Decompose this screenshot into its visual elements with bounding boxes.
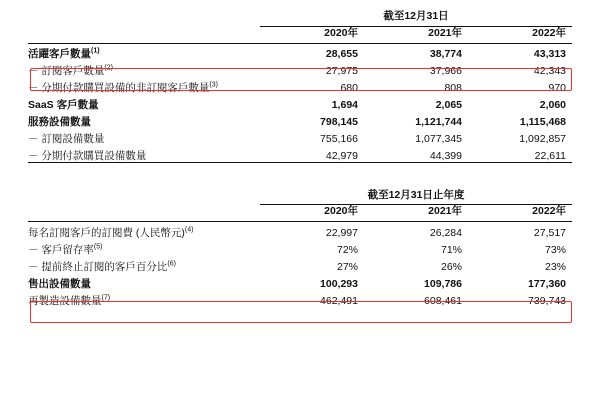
row-label-subscription-customers: － 訂閱客戶數量$^{(2)}$: [28, 64, 113, 77]
row-label-saas-customers: SaaS 客戶數量: [28, 99, 99, 111]
table2-year-blank: [28, 205, 260, 222]
metrics-table-year-ended-dec31: [28, 189, 572, 307]
table1-header-span-row: [28, 10, 572, 26]
footnote-marker: (3): [209, 81, 218, 89]
table2-header-span: 截至12月31日止年度: [260, 189, 572, 205]
table-row: [28, 128, 572, 145]
table-row: [28, 256, 572, 273]
row-value: 72%: [336, 243, 358, 256]
row-value: 27%: [336, 260, 358, 273]
row-value: 42,343: [533, 65, 567, 77]
metrics-table-as-of-dec31: [28, 10, 572, 163]
row-value: 462,491: [320, 294, 358, 307]
row-label-installment-devices: － 分期付款購買設備數量: [28, 145, 260, 162]
table-row: [28, 60, 572, 77]
table-row: [28, 94, 572, 111]
row-label-devices-sold: 售出設備數量: [28, 277, 91, 290]
footnote-marker: (6): [167, 260, 176, 268]
row-value: 100,293: [320, 277, 358, 290]
row-value: 1,077,345: [415, 133, 462, 145]
footnote-marker: (2): [104, 64, 113, 72]
row-value: 680: [340, 82, 358, 94]
table1-header-span: 截至12月31日: [260, 10, 572, 26]
table1-year-2022: 2022年: [532, 26, 567, 39]
row-value: 28,655: [260, 43, 364, 60]
row-value: 2,065: [435, 99, 462, 111]
row-value: 26%: [440, 260, 462, 273]
row-value: 755,166: [320, 133, 358, 145]
row-value: 970: [548, 82, 567, 94]
row-value: 26,284: [364, 222, 468, 239]
row-label-subscription-fee-per-customer: 每名訂閱客戶的訂閱費 (人民幣元)$^{(4)}$: [28, 222, 260, 239]
table-row: [28, 77, 572, 94]
row-value: 608,461: [424, 294, 462, 307]
row-value: 739,743: [528, 294, 567, 307]
row-value: 42,979: [260, 145, 364, 162]
row-value: 23%: [545, 260, 567, 273]
row-value: 44,399: [364, 145, 468, 162]
table1-year-blank: [28, 26, 260, 43]
row-value: 71%: [440, 243, 462, 256]
table-row: [28, 273, 572, 290]
row-value: 43,313: [468, 43, 572, 60]
row-value: 2,060: [539, 99, 567, 111]
footnote-marker: (4): [184, 226, 194, 234]
table1-header-blank: [28, 10, 260, 26]
row-label-remanufactured-devices: 再製造設備數量$^{(7)}$: [28, 294, 111, 307]
table-row: [28, 111, 572, 128]
row-value: 37,966: [429, 65, 462, 77]
row-value: 1,092,857: [519, 133, 567, 145]
row-value: 109,786: [424, 277, 462, 290]
table-row: [28, 222, 572, 239]
table-gap: [28, 163, 572, 189]
row-value: 1,121,744: [415, 116, 462, 128]
row-label-service-devices: 服務設備數量: [28, 116, 91, 128]
table2-year-2022: 2022年: [532, 205, 567, 218]
row-label-installment-nonsub-customers: － 分期付款購買設備的非訂閱客戶數量$^{(3)}$: [28, 81, 218, 94]
row-value: 798,145: [320, 116, 358, 128]
table1-year-2021: 2021年: [428, 26, 462, 39]
row-label-active-customers: 活躍客戶數量$^{(1)}$: [28, 43, 260, 60]
table-row: [28, 145, 572, 162]
table1-year-2020: 2020年: [324, 26, 358, 39]
footnote-marker: (5): [93, 243, 103, 251]
row-value: 27,517: [468, 222, 572, 239]
row-label-early-termination-pct: － 提前終止訂閱的客戶百分比$^{(6)}$: [28, 260, 176, 273]
row-value: 38,774: [364, 43, 468, 60]
table-row: [28, 239, 572, 256]
table2-header-blank: [28, 189, 260, 205]
footnote-marker: (7): [101, 294, 111, 302]
row-value: 1,115,468: [519, 116, 567, 128]
table2-header-span-row: [28, 189, 572, 205]
table-row: [28, 290, 572, 307]
table2-year-2020: 2020年: [324, 205, 358, 218]
row-value: 1,694: [331, 99, 358, 111]
row-value: 808: [444, 82, 462, 94]
table-row: [28, 43, 572, 60]
row-value: 22,997: [260, 222, 364, 239]
table2-year-2021: 2021年: [428, 205, 462, 218]
row-label-subscription-devices: － 訂閱設備數量: [28, 133, 105, 145]
row-value: 27,975: [325, 65, 358, 77]
table2-year-row: [28, 205, 572, 222]
table1-year-row: [28, 26, 572, 43]
footnote-marker: (1): [91, 47, 100, 55]
row-value: 177,360: [528, 277, 567, 290]
row-label-customer-retention-rate: － 客戶留存率$^{(5)}$: [28, 243, 103, 256]
row-value: 73%: [545, 243, 567, 256]
row-value: 22,611: [468, 145, 572, 162]
